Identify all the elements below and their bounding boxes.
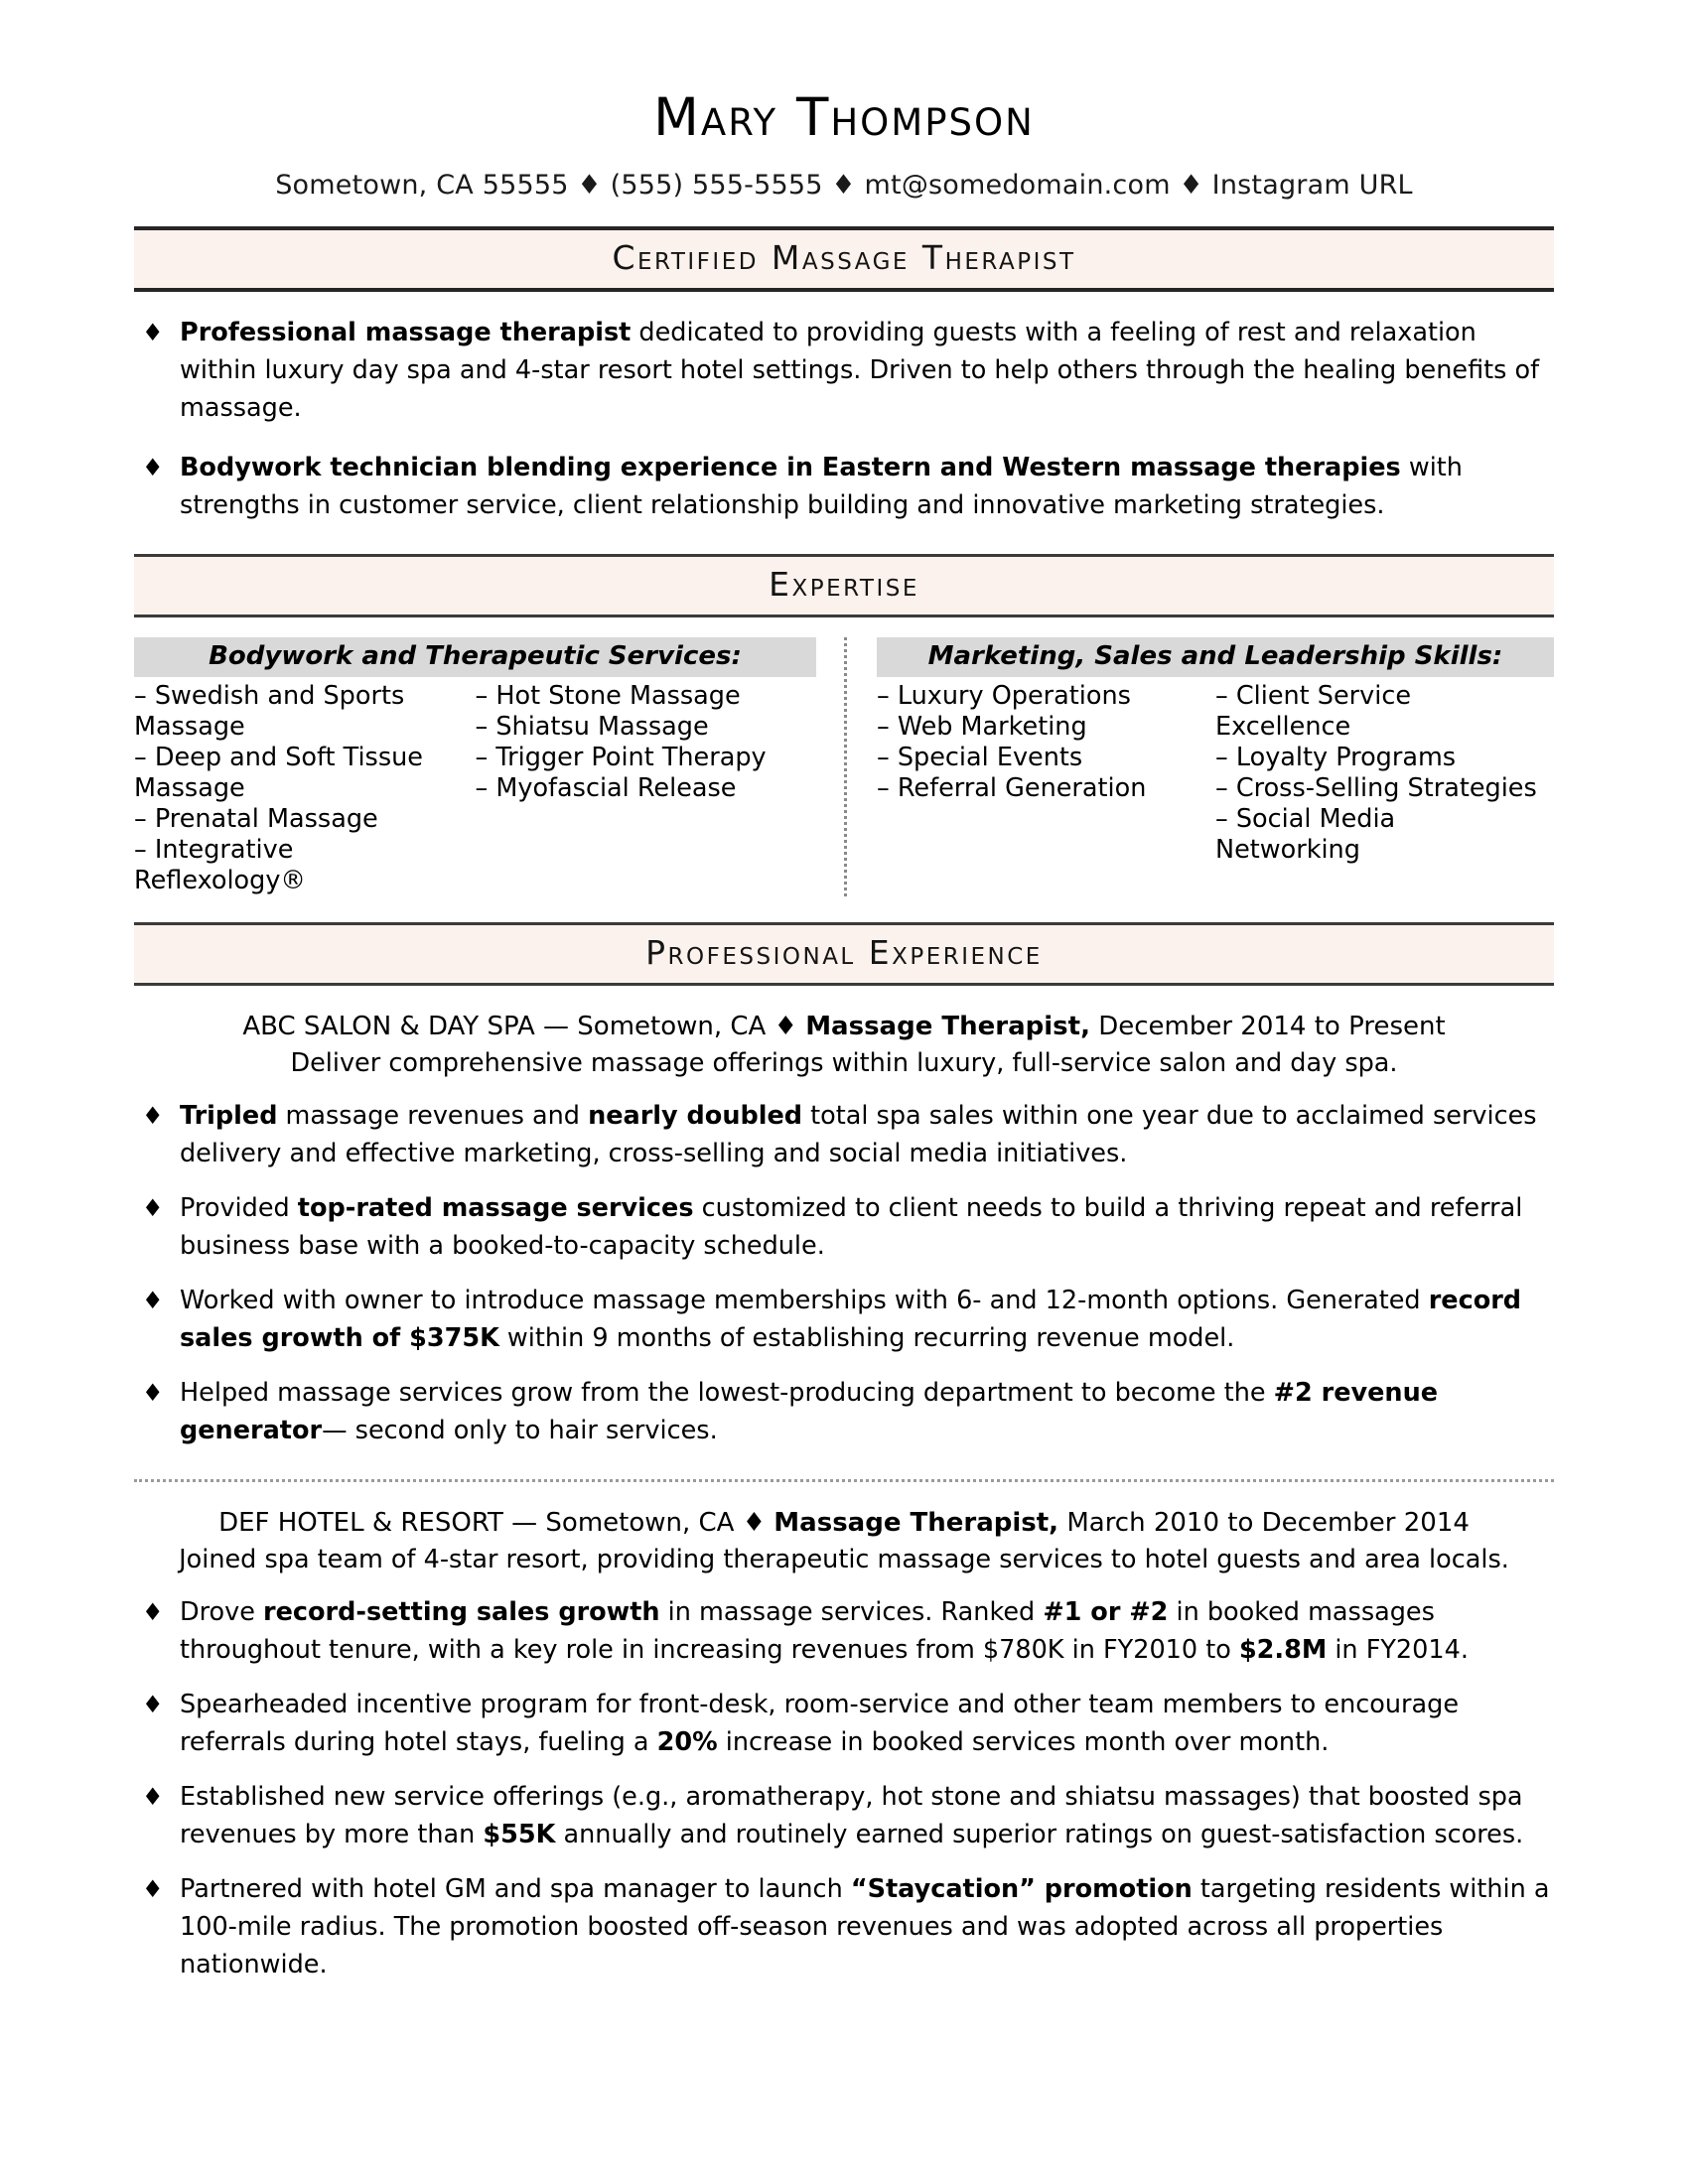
- bullet-emphasis: Tripled: [180, 1101, 278, 1131]
- bullet-plain: in massage services. Ranked: [659, 1597, 1044, 1627]
- bullet-emphasis: record-setting sales growth: [263, 1597, 660, 1627]
- diamond-bullet-icon: ♦: [142, 319, 164, 346]
- bullet-plain: annually and routinely earned superior ratings on guest-satisfaction scores.: [555, 1820, 1524, 1849]
- bullet-plain: targeting residents within a 100-mile radius. The promotion boosted off-season revenues and was adopted across all properties nationwide.: [180, 1874, 1550, 1979]
- skill-group-bodywork: [134, 637, 844, 896]
- bullet-plain: Partnered with hotel GM and spa manager to launch: [180, 1874, 851, 1904]
- skill-item: – Special Events: [877, 743, 1083, 772]
- bullet-plain: increase in booked services month over month.: [717, 1727, 1330, 1757]
- skill-group-marketing: [844, 637, 1554, 896]
- job-header: [134, 1008, 1554, 1045]
- summary-bullet-rest: dedicated to providing guests with a feeling of rest and relaxation within luxury day spa and 4-star resort hotel settings. Driven to help others through the healing benefits of massage.: [180, 318, 1540, 423]
- diamond-bullet-icon: ♦: [142, 1102, 164, 1130]
- experience-section: [134, 922, 1554, 1983]
- bullet-plain: Established new service offerings (e.g., aromatherapy, hot stone and shiatsu massages) that boosted spa revenues by more than: [180, 1782, 1523, 1849]
- skill-item: – Integrative Reflexology®: [134, 835, 306, 895]
- summary-bullet-lead: Bodywork technician blending experience in Eastern and Western massage therapies: [180, 453, 1401, 482]
- job-bullet-text: [180, 1593, 1554, 1669]
- skill-item: – Shiatsu Massage: [475, 712, 709, 742]
- bullet-plain: Spearheaded incentive program for front-desk, room-service and other team members to encourage referrals during hotel stays, fueling a: [180, 1690, 1460, 1757]
- diamond-bullet-icon: ♦: [142, 1598, 164, 1626]
- job-bullet-text: [180, 1189, 1554, 1265]
- skill-column: [134, 681, 476, 896]
- list-item: [134, 1097, 1554, 1172]
- bullet-plain: total spa sales within one year due to acclaimed services delivery and effective marketing, cross-selling and social media initiatives.: [180, 1101, 1537, 1168]
- skill-item: – Referral Generation: [877, 773, 1147, 803]
- job-bullet-text: [180, 1870, 1554, 1983]
- bullet-emphasis: record sales growth of $375K: [180, 1286, 1522, 1353]
- list-item: [134, 1374, 1554, 1449]
- job-company: ABC SALON & DAY SPA — Sometown, CA ♦: [242, 1012, 806, 1041]
- skill-item: – Hot Stone Massage: [475, 681, 741, 711]
- job-entry-1: [134, 1008, 1554, 1449]
- summary-bullet-lead: Professional massage therapist: [180, 318, 632, 347]
- job-header: [134, 1504, 1554, 1542]
- skill-item: – Myofascial Release: [475, 773, 737, 803]
- contact-line: Sometown, CA 55555 ♦ (555) 555-5555 ♦ mt@somedomain.com ♦ Instagram URL: [275, 170, 1413, 201]
- diamond-bullet-icon: ♦: [142, 1691, 164, 1718]
- job-summary: Joined spa team of 4-star resort, providing therapeutic massage services to hotel guests and area locals.: [179, 1545, 1509, 1574]
- job-dates: December 2014 to Present: [1089, 1012, 1446, 1041]
- bullet-emphasis: #2 revenue generator: [180, 1378, 1439, 1445]
- job-company: DEF HOTEL & RESORT — Sometown, CA ♦: [218, 1508, 774, 1538]
- list-item: [134, 1778, 1554, 1853]
- skill-item: – Luxury Operations: [877, 681, 1131, 711]
- summary-bullet-text: [180, 314, 1554, 427]
- list-item: [134, 1686, 1554, 1761]
- skill-item: – Cross-Selling Strategies: [1215, 773, 1537, 803]
- summary-bullet-rest: with strengths in customer service, client relationship building and innovative marketing strategies.: [180, 453, 1463, 520]
- list-item: [134, 1282, 1554, 1357]
- job-bullet-text: [180, 1778, 1554, 1853]
- diamond-bullet-icon: ♦: [142, 1783, 164, 1811]
- skill-item: – Client Service Excellence: [1215, 681, 1412, 742]
- bullet-plain: — second only to hair services.: [322, 1416, 718, 1445]
- job-role: Massage Therapist,: [805, 1012, 1090, 1041]
- bullet-emphasis: “Staycation” promotion: [850, 1874, 1193, 1904]
- bullet-plain: customized to client needs to build a thriving repeat and referral business base with a booked-to-capacity schedule.: [180, 1193, 1523, 1261]
- bullet-plain: Worked with owner to introduce massage memberships with 6- and 12-month options. Generated: [180, 1286, 1429, 1315]
- diamond-bullet-icon: ♦: [142, 1194, 164, 1222]
- job-bullets: [134, 1097, 1554, 1449]
- bullet-plain: Helped massage services grow from the lowest-producing department to become the: [180, 1378, 1274, 1408]
- bullet-emphasis: nearly doubled: [588, 1101, 803, 1131]
- section-header-expertise: Expertise: [134, 554, 1554, 617]
- skill-column: [1215, 681, 1554, 866]
- diamond-bullet-icon: ♦: [142, 454, 164, 481]
- skill-item: – Trigger Point Therapy: [475, 743, 767, 772]
- diamond-bullet-icon: ♦: [142, 1379, 164, 1407]
- job-dates: March 2010 to December 2014: [1058, 1508, 1470, 1538]
- skill-item: – Loyalty Programs: [1215, 743, 1457, 772]
- page-title: Mary Thompson: [653, 87, 1035, 148]
- skill-group-heading: Bodywork and Therapeutic Services:: [134, 637, 816, 677]
- section-header-experience: Professional Experience: [134, 922, 1554, 986]
- job-role: Massage Therapist,: [774, 1508, 1059, 1538]
- skills-area: [134, 637, 1554, 896]
- section-header-job-title: Certified Massage Therapist: [134, 226, 1554, 292]
- skill-item: – Swedish and Sports Massage: [134, 681, 405, 742]
- job-bullet-text: [180, 1374, 1554, 1449]
- bullet-emphasis: 20%: [656, 1727, 718, 1757]
- list-item: [134, 1593, 1554, 1669]
- list-item: [134, 1870, 1554, 1983]
- summary-section: [134, 314, 1554, 524]
- skill-group-heading: Marketing, Sales and Leadership Skills:: [877, 637, 1554, 677]
- list-item: [134, 449, 1554, 524]
- bullet-emphasis: #1 or #2: [1043, 1597, 1169, 1627]
- skill-column: [877, 681, 1215, 866]
- bullet-emphasis: $2.8M: [1238, 1635, 1328, 1665]
- job-entry-2: [134, 1504, 1554, 1983]
- summary-bullet-text: [180, 449, 1554, 524]
- diamond-bullet-icon: ♦: [142, 1875, 164, 1903]
- diamond-bullet-icon: ♦: [142, 1287, 164, 1314]
- bullet-plain: within 9 months of establishing recurring revenue model.: [498, 1323, 1235, 1353]
- job-bullet-text: [180, 1097, 1554, 1172]
- skill-column: [476, 681, 817, 896]
- job-bullet-text: [180, 1686, 1554, 1761]
- bullet-plain: Provided: [180, 1193, 298, 1223]
- job-summary: Deliver comprehensive massage offerings within luxury, full-service salon and day spa.: [290, 1048, 1398, 1078]
- list-item: [134, 1189, 1554, 1265]
- bullet-plain: Drove: [180, 1597, 264, 1627]
- skill-item: – Social Media Networking: [1215, 804, 1396, 865]
- bullet-emphasis: $55K: [483, 1820, 556, 1849]
- list-item: [134, 314, 1554, 427]
- bullet-emphasis: top-rated massage services: [297, 1193, 694, 1223]
- job-bullets: [134, 1593, 1554, 1983]
- bullet-plain: in booked massages throughout tenure, with a key role in increasing revenues from $780K in FY2010 to: [180, 1597, 1435, 1665]
- job-divider: [134, 1479, 1554, 1482]
- bullet-plain: massage revenues and: [277, 1101, 589, 1131]
- skill-item: – Deep and Soft Tissue Massage: [134, 743, 423, 803]
- job-bullet-text: [180, 1282, 1554, 1357]
- bullet-plain: in FY2014.: [1327, 1635, 1469, 1665]
- skill-item: – Prenatal Massage: [134, 804, 378, 834]
- expertise-section: [134, 554, 1554, 896]
- skill-item: – Web Marketing: [877, 712, 1087, 742]
